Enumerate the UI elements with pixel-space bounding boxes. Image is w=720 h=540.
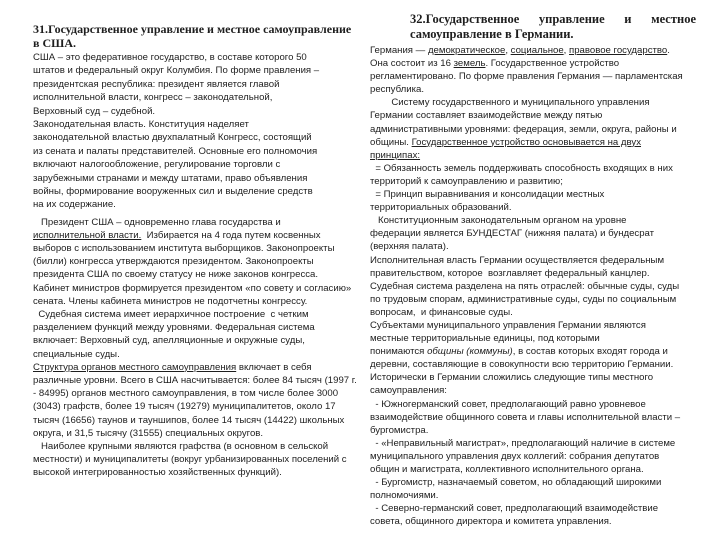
- text-line: [33, 427, 359, 440]
- text-segment: Германии составляет взаимодействие между пятью: [370, 110, 603, 122]
- text-segment: Исторически в Германии сложились следующие типы местного: [370, 372, 654, 384]
- text-line: [370, 254, 696, 267]
- text-line: [33, 91, 359, 104]
- underlined-text: демократическое: [427, 45, 506, 56]
- text-segment: местности) и муниципалитеты (вокруг урбанизированных поселений с: [33, 454, 347, 466]
- text-segment: муниципального управления двух коллегий: собрания депутатов: [370, 450, 660, 462]
- text-line: [370, 332, 696, 345]
- text-segment: совета, общинного директора и комитета управления.: [370, 516, 612, 528]
- text-line: [33, 118, 359, 131]
- text-line: [33, 185, 359, 198]
- text-segment: войны, формирование вооруженных сил и выделение средств: [33, 185, 313, 197]
- text-segment: - Северно-германский совет, предполагающий взаимодействие: [370, 503, 659, 515]
- text-line: [370, 109, 696, 122]
- text-segment: высокой интегрированностью хозяйственных функций).: [33, 467, 282, 479]
- text-segment: - 84995) органов местного самоуправления, в том числе более 3000: [33, 388, 339, 400]
- text-line: [370, 240, 696, 253]
- text-line: [370, 293, 696, 306]
- text-segment: общины.: [370, 136, 412, 148]
- text-line: [33, 400, 359, 413]
- text-line: [370, 371, 696, 384]
- text-segment: включают налогообложение, регулирование торговли с: [33, 159, 281, 171]
- text-line: [33, 172, 359, 185]
- text-segment: по трудовым спорам, административные суды, суды по социальным: [370, 293, 677, 305]
- text-line: [370, 489, 696, 502]
- text-segment: регламентировано. По форме правления Германия — парламентская: [370, 71, 683, 83]
- text-segment: Президент США – одновременно глава государства и: [33, 216, 281, 228]
- text-line: [370, 70, 696, 83]
- text-line: [33, 466, 359, 479]
- text-segment: специальные суды.: [33, 348, 120, 360]
- text-segment: . Государственное устройство: [485, 58, 620, 70]
- text-line: [370, 188, 696, 201]
- text-segment: включает: Верховный суд, апелляционные и окружные суды,: [33, 335, 305, 347]
- text-line: [370, 214, 696, 227]
- text-segment: (3043) графств, более 19 тысяч (19279) муниципалитетов, около 17: [33, 401, 336, 413]
- text-segment: ,: [563, 45, 570, 56]
- text-segment: зарубежными странами и между штатами, право объявления: [33, 172, 308, 184]
- text-line: [33, 198, 359, 211]
- text-segment: бургомистра.: [370, 424, 429, 436]
- text-line: [370, 411, 696, 424]
- text-segment: Конституционным законодательным органом на уровне: [370, 215, 627, 227]
- text-segment: Она состоит из 16: [370, 58, 454, 70]
- underlined-text: земель: [453, 58, 486, 70]
- text-line: [33, 321, 359, 334]
- text-line: [370, 398, 696, 411]
- text-line: [370, 123, 696, 136]
- text-segment: самоуправления:: [370, 385, 447, 397]
- text-line: [370, 175, 696, 188]
- text-segment: Верховный суд – судебной.: [33, 105, 156, 117]
- text-line: [33, 145, 359, 158]
- text-line: [370, 280, 696, 293]
- text-segment: президентская республика: президент является главой: [33, 78, 280, 90]
- text-segment: (верхняя палата).: [370, 241, 449, 253]
- text-segment: деревни, составляющие в совокупности всю территорию Германии.: [370, 359, 674, 371]
- usa-government-text: [33, 216, 359, 480]
- section-title-germany: [370, 12, 696, 42]
- text-line: [370, 437, 696, 450]
- text-segment: общин и магистрата, коллективного исполнительного органа.: [370, 464, 644, 475]
- text-line: [370, 44, 696, 57]
- text-line: [33, 242, 359, 255]
- text-segment: президента США по своему статусу не ниже законов конгресса.: [33, 269, 319, 281]
- text-segment: Судебная система имеет иерархичное построение с четким: [33, 309, 309, 320]
- text-line: [33, 282, 359, 295]
- text-segment: Систему государственного и муниципального управления: [370, 97, 650, 109]
- text-segment: Наиболее крупными являются графства (в основном в сельской: [33, 440, 329, 452]
- text-line: [370, 424, 696, 437]
- text-line: [370, 267, 696, 280]
- text-segment: Судебная система разделена на пять отраслей: обычные суды, суды: [370, 280, 680, 292]
- text-line: [33, 158, 359, 171]
- text-line: [33, 216, 359, 229]
- text-segment: на их содержание.: [33, 199, 116, 211]
- text-line: [33, 334, 359, 347]
- text-line: [370, 306, 696, 319]
- text-segment: Исполнительная власть Германии осуществляется федеральным: [370, 254, 665, 266]
- text-line: [33, 440, 359, 453]
- text-segment: административными уровнями: федерация, земли, округа, районы и: [370, 123, 677, 135]
- text-line: [33, 295, 359, 308]
- text-segment: (билли) конгресса утверждаются президентом. Законопроекты: [33, 256, 314, 268]
- text-line: [370, 149, 696, 162]
- text-line: [370, 136, 696, 149]
- text-segment: федерации является БУНДЕСТАГ (нижняя палата) и бундесрат: [370, 228, 655, 240]
- text-segment: законодательной властью двухпалатный Конгресс, состоящий: [33, 132, 312, 144]
- text-segment: Избирается на 4 года путем косвенных: [141, 229, 321, 241]
- underlined-text: Государственное устройство основывается на двух: [411, 136, 642, 148]
- underlined-text: принципах:: [370, 149, 421, 161]
- text-line: [370, 96, 696, 109]
- text-line: [370, 476, 696, 489]
- title-line: 32.Государственное управление и местное: [410, 12, 696, 26]
- left-column-usa: [33, 22, 359, 479]
- text-segment: взаимодействие общинного совета и главы исполнительной власти –: [370, 411, 681, 423]
- title-line: 31.Государственное управление и местное самоуправление: [33, 22, 352, 36]
- text-segment: понимаются: [370, 346, 428, 358]
- underlined-text: исполнительной власти.: [33, 229, 142, 241]
- text-segment: местные территориальные единицы, под которыми: [370, 333, 600, 345]
- text-segment: сената. Члены кабинета министров не подотчетны конгрессу.: [33, 295, 308, 307]
- text-segment: - «Неправильный магистрат», предполагающий наличие в системе: [370, 437, 676, 449]
- text-line: [370, 358, 696, 371]
- text-segment: территорий к самоуправлению и развитию;: [370, 175, 563, 187]
- usa-intro-text: [33, 51, 359, 212]
- underlined-text: Структура органов местного самоуправления: [33, 361, 237, 373]
- text-line: [33, 105, 359, 118]
- text-line: [33, 374, 359, 387]
- text-segment: округа, и 31,5 тысячу (31555) специальных округов.: [33, 427, 264, 439]
- text-segment: исполнительной власти, конгресс – законодательной,: [33, 92, 273, 104]
- text-line: [33, 361, 359, 374]
- text-line: [33, 268, 359, 281]
- text-line: [370, 83, 696, 96]
- text-line: [33, 229, 359, 242]
- text-line: [370, 515, 696, 528]
- text-line: [370, 162, 696, 175]
- text-segment: вопросам, и финансовые суды.: [370, 306, 513, 318]
- text-segment: - Южногерманский совет, предполагающий равно уровневое: [370, 398, 646, 410]
- text-line: [370, 201, 696, 214]
- text-segment: - Бургомистр, назначаемый советом, но обладающий широкими: [370, 477, 662, 489]
- text-segment: = Принцип выравнивания и консолидации местных: [370, 189, 605, 201]
- germany-body-text: [370, 44, 696, 528]
- text-line: [370, 345, 696, 358]
- text-line: [33, 348, 359, 361]
- text-line: [33, 387, 359, 400]
- right-column-germany: [370, 12, 696, 528]
- text-line: [33, 255, 359, 268]
- text-segment: выборов с использованием института выборщиков. Законопроекты: [33, 243, 335, 255]
- text-segment: , в состав которых входят города и: [512, 346, 668, 358]
- text-line: [33, 51, 359, 64]
- section-title-usa: [33, 22, 359, 50]
- text-segment: разделением функций между уровнями. Федеральная система: [33, 322, 315, 334]
- text-line: [370, 227, 696, 240]
- text-line: [33, 131, 359, 144]
- italic-text: общины (коммуны): [427, 346, 513, 358]
- text-segment: территориальных образований.: [370, 202, 512, 214]
- text-line: [370, 463, 696, 476]
- text-line: [370, 319, 696, 332]
- text-segment: .: [667, 45, 670, 56]
- text-segment: включает в себя: [236, 361, 312, 373]
- text-line: [33, 414, 359, 427]
- underlined-text: социальное: [510, 45, 564, 56]
- text-segment: Субъектами муниципального управления Германии являются: [370, 319, 646, 331]
- text-line: [370, 57, 696, 70]
- text-segment: Германия —: [370, 45, 428, 56]
- text-segment: ,: [505, 45, 511, 56]
- title-line: самоуправление в Германии.: [410, 27, 574, 41]
- text-segment: полномочиями.: [370, 490, 439, 502]
- text-segment: тысяч (16656) таунов и тауншипов, более 14 тысяч (14422) школьных: [33, 414, 345, 426]
- text-segment: различные уровни. Всего в США насчитывается: более 84 тысяч (1997 г.: [33, 374, 357, 386]
- title-line: в США.: [33, 36, 76, 50]
- text-segment: Законодательная власть. Конституция наделяет: [33, 118, 249, 130]
- text-segment: штатов и федеральный округ Колумбия. По форме правления –: [33, 65, 320, 77]
- text-segment: из сената и палаты представителей. Основные его полномочия: [33, 145, 318, 157]
- text-line: [33, 64, 359, 77]
- underlined-text: правовое государство: [569, 45, 668, 56]
- text-segment: = Обязанность земель поддерживать способность входящих в них: [370, 162, 673, 174]
- text-line: [370, 450, 696, 463]
- text-line: [370, 502, 696, 515]
- text-line: [33, 78, 359, 91]
- text-line: [33, 308, 359, 321]
- text-segment: правительством, которое возглавляет федеральный канцлер.: [370, 267, 650, 279]
- text-line: [370, 384, 696, 397]
- text-segment: республика.: [370, 84, 424, 96]
- text-segment: США – это федеративное государство, в составе которого 50: [33, 52, 307, 63]
- text-segment: Кабинет министров формируется президентом «по совету и согласию»: [33, 282, 352, 294]
- text-line: [33, 453, 359, 466]
